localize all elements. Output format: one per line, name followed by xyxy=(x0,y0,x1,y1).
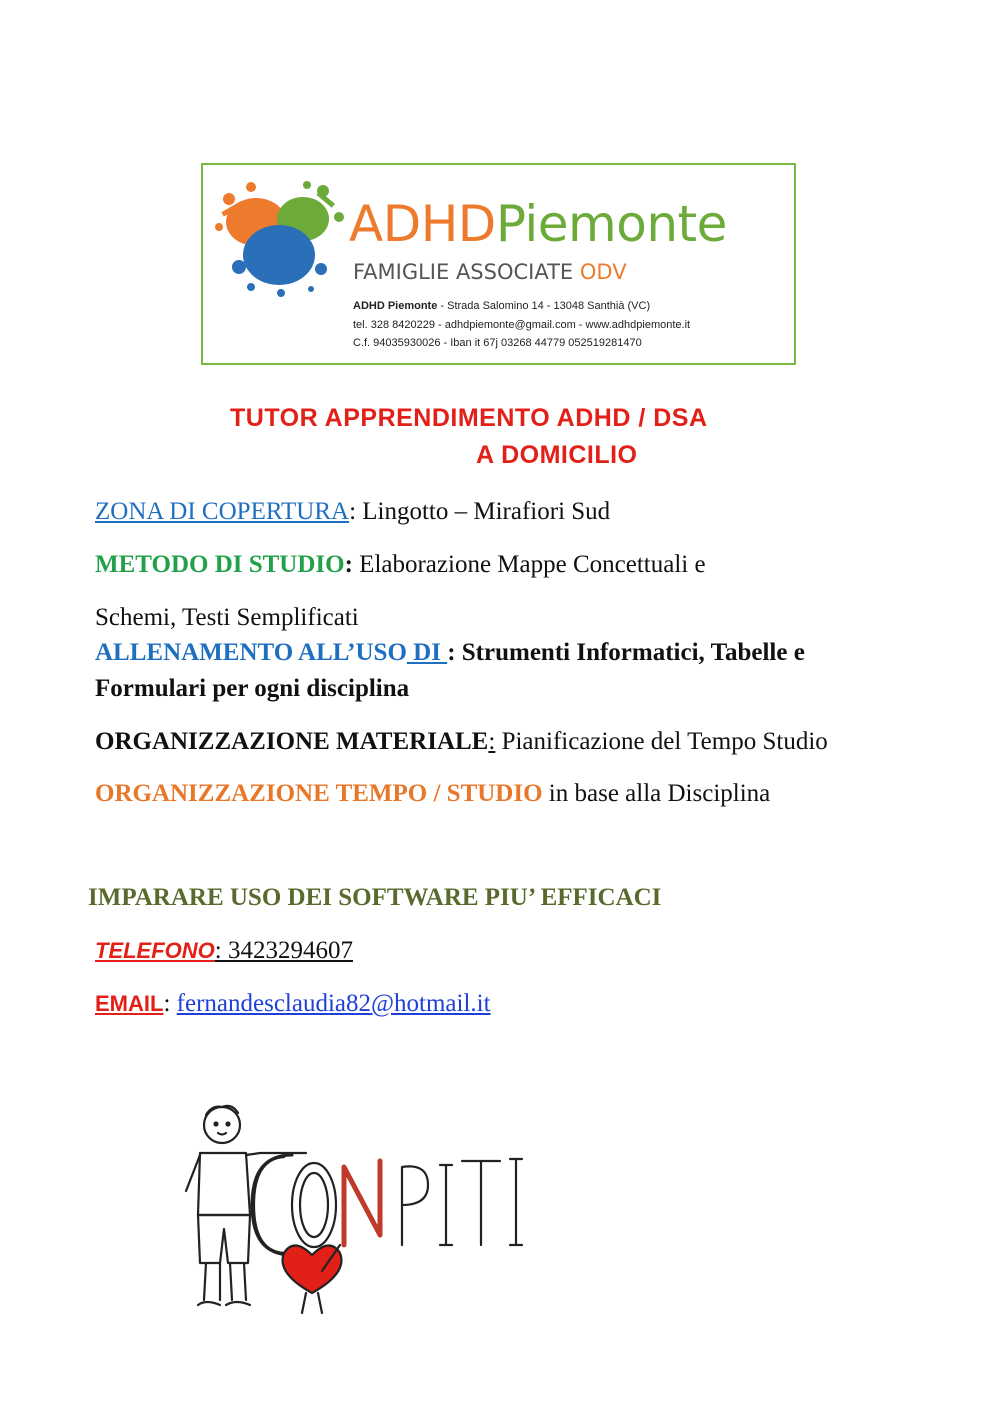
org-tempo-value: in base alla Disciplina xyxy=(542,780,771,807)
headline-line2: A DOMICILIO xyxy=(476,441,638,469)
email-line xyxy=(95,989,491,1019)
zona-value: : Lingotto – Mirafiori Sud xyxy=(349,498,611,525)
allenamento-value: : Strumenti Informatici, Tabelle e xyxy=(447,639,805,666)
telefono-label: TELEFONO xyxy=(95,938,215,963)
paint-splash-icon xyxy=(211,177,351,297)
logo-brand-adhd: ADHD xyxy=(349,195,496,253)
allenamento-line xyxy=(95,638,805,668)
email-link[interactable]: fernandesclaudia82@hotmail.it xyxy=(176,990,491,1017)
child-with-heart-illustration xyxy=(180,1095,530,1320)
logo-subtitle-main: FAMIGLIE ASSOCIATE xyxy=(353,260,580,284)
logo-brand-piemonte: Piemonte xyxy=(495,195,727,253)
metodo-line xyxy=(95,550,706,580)
logo-subtitle-odv: ODV xyxy=(579,260,627,284)
letter-i2-shape xyxy=(510,1159,522,1245)
logo-brand xyxy=(349,195,727,253)
org-materiale-colon: : xyxy=(488,728,496,755)
letter-t-shape xyxy=(462,1161,500,1245)
letter-n-shape xyxy=(344,1161,380,1245)
logo-box xyxy=(201,163,796,365)
logo-info-address xyxy=(353,300,650,312)
org-tempo-label: ORGANIZZAZIONE TEMPO / STUDIO xyxy=(95,780,543,807)
letter-p-shape xyxy=(402,1166,428,1245)
org-tempo-line xyxy=(95,779,770,809)
logo-subtitle xyxy=(353,260,627,284)
letter-c-shape xyxy=(252,1155,292,1255)
metodo-value-cont: Schemi, Testi Semplificati xyxy=(95,604,359,631)
metodo-colon: : xyxy=(344,551,353,578)
metodo-label: METODO DI STUDIO xyxy=(95,551,345,578)
logo-info-address-text: - Strada Salomino 14 - 13048 Santhià (VC) xyxy=(437,300,651,312)
email-colon: : xyxy=(163,990,177,1017)
zona-label: ZONA DI COPERTURA xyxy=(95,498,350,525)
telefono-line xyxy=(95,936,353,966)
allenamento-label: ALLENAMENTO ALL’USO xyxy=(95,639,407,666)
logo-info-org: ADHD Piemonte xyxy=(353,300,438,312)
logo-info-fiscal: C.f. 94035930026 - Iban it 67j 03268 44779 052519281470 xyxy=(353,337,642,349)
email-label: EMAIL xyxy=(95,991,164,1016)
metodo-value: Elaborazione Mappe Concettuali e xyxy=(352,551,706,578)
child-head-shape xyxy=(204,1107,240,1143)
org-materiale-line xyxy=(95,727,828,757)
allenamento-value-cont: Formulari per ogni disciplina xyxy=(95,675,410,702)
org-materiale-label: ORGANIZZAZIONE MATERIALE xyxy=(95,728,489,755)
letter-o-shape xyxy=(292,1163,336,1247)
child-shirt-shape xyxy=(198,1153,250,1215)
logo-info-contacts: tel. 328 8420229 - adhdpiemonte@gmail.com - www.adhdpiemonte.it xyxy=(353,319,691,331)
letter-i1-shape xyxy=(440,1165,452,1245)
allenamento-label-di: DI xyxy=(406,639,448,666)
org-materiale-value: Pianificazione del Tempo Studio xyxy=(495,728,828,755)
headline-line1: TUTOR APPRENDIMENTO ADHD / DSA xyxy=(230,404,708,432)
telefono-value[interactable]: : 3423294607 xyxy=(214,937,353,964)
zona-line xyxy=(95,497,610,527)
child-shorts-shape xyxy=(198,1215,250,1263)
heart-shape xyxy=(283,1245,342,1293)
software-heading: IMPARARE USO DEI SOFTWARE PIU’ EFFICACI xyxy=(88,884,662,911)
